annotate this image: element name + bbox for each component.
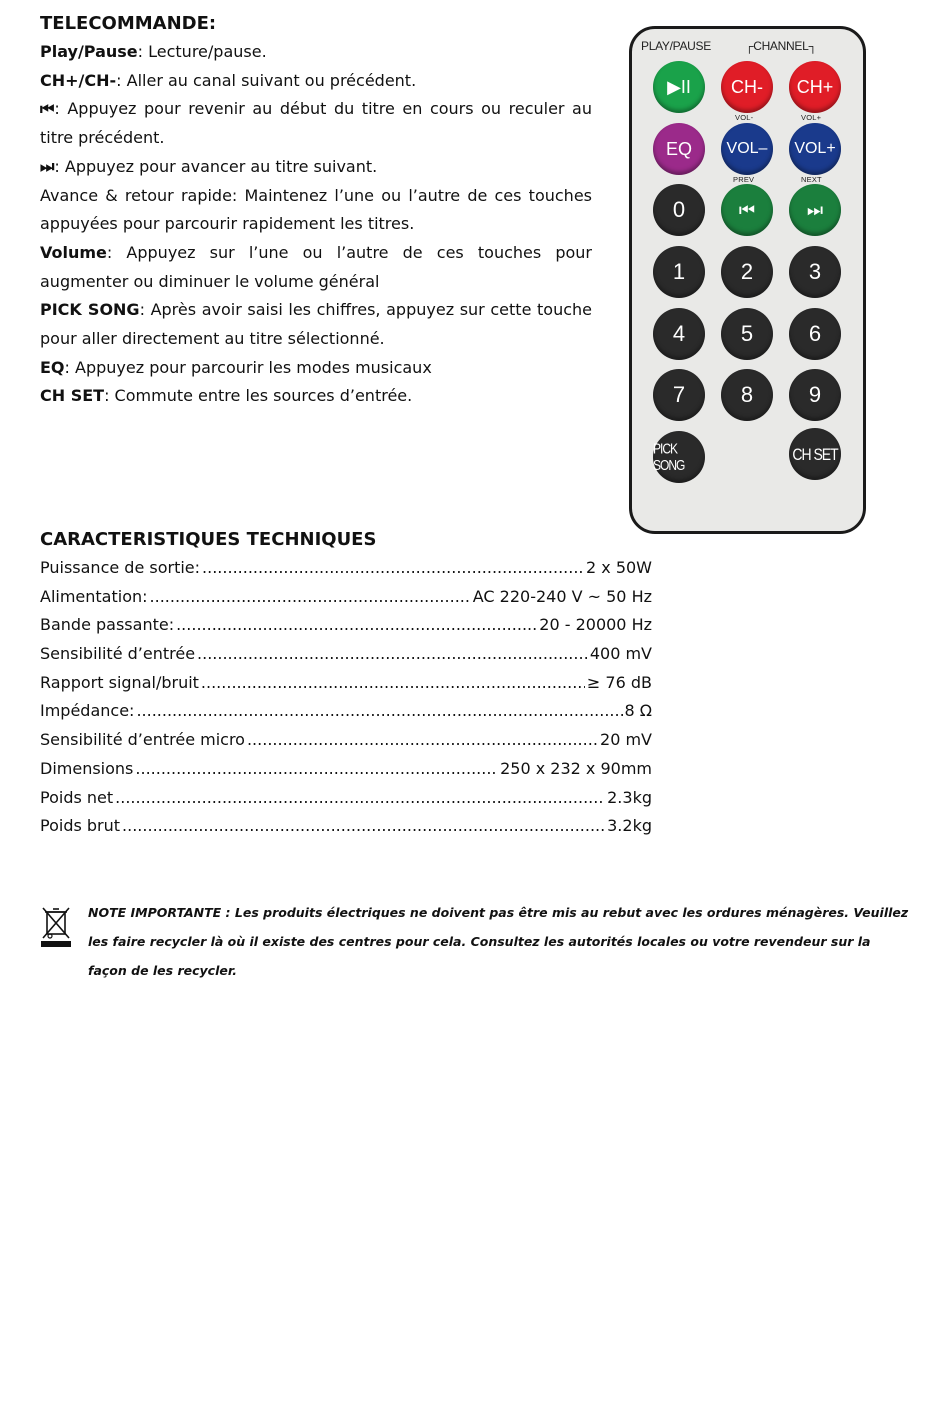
item-label: PICK SONG <box>40 300 140 320</box>
telecommande-section <box>40 10 592 411</box>
label-vol-minus: VOL- <box>735 113 754 122</box>
button-7: 7 <box>653 369 705 421</box>
vol-minus-button: VOL– <box>721 123 773 175</box>
next-button <box>789 184 841 236</box>
button-1: 1 <box>653 246 705 298</box>
prev-button <box>721 184 773 236</box>
spec-row <box>40 755 652 784</box>
spec-label: Impédance: <box>40 701 135 721</box>
spec-row <box>40 812 652 841</box>
button-8: 8 <box>721 369 773 421</box>
label-next: NEXT <box>801 175 822 184</box>
item-label: Play/Pause <box>40 42 138 61</box>
spec-value: 250 x 232 x 90mm <box>500 758 652 778</box>
spec-value: 2.3kg <box>607 787 652 807</box>
item-play-pause <box>40 38 592 67</box>
specs-list <box>40 554 652 841</box>
spec-label: Rapport signal/bruit <box>40 672 199 692</box>
dot-leader <box>136 697 622 726</box>
next-track-icon: ⏭ <box>40 156 55 176</box>
dot-leader <box>135 755 498 784</box>
button-5: 5 <box>721 308 773 360</box>
next-icon: ⏭ <box>806 199 824 220</box>
spec-value: ≥ 76 dB <box>586 672 652 692</box>
item-text: : Lecture/pause. <box>137 42 267 61</box>
spec-label: Sensibilité d’entrée micro <box>40 730 245 750</box>
spec-label: Sensibilité d’entrée <box>40 644 196 664</box>
dot-leader <box>201 669 585 698</box>
remote-control-illustration <box>629 26 866 534</box>
pick-song-button: PICK SONG <box>653 431 705 483</box>
spec-label: Dimensions <box>40 758 134 778</box>
spec-row <box>40 583 652 612</box>
item-text: : Appuyez pour revenir au début du titre en cours ou reculer au titre précédent. <box>40 99 592 148</box>
prev-track-icon: ⏮ <box>40 99 55 119</box>
spec-value: 2 x 50W <box>586 558 652 577</box>
label-channel: ┌CHANNEL┐ <box>745 39 817 53</box>
button-6: 6 <box>789 308 841 360</box>
button-9: 9 <box>789 369 841 421</box>
item-label: CH+/CH- <box>40 70 117 90</box>
dot-leader <box>197 640 588 669</box>
label-vol-plus: VOL+ <box>801 113 822 122</box>
spec-label: Poids net <box>40 787 114 807</box>
spec-row <box>40 697 652 726</box>
spec-value: 8 Ω <box>624 701 652 721</box>
spec-label: Puissance de sortie: <box>40 558 201 577</box>
button-0: 0 <box>653 184 705 236</box>
spec-label: Alimentation: <box>40 586 148 606</box>
recycling-note <box>40 898 910 985</box>
spec-row <box>40 554 652 583</box>
item-text: : Appuyez pour parcourir les modes musicaux <box>64 357 432 377</box>
item-text: : Après avoir saisi les chiffres, appuyez sur cette touche pour aller directement au titre sélectionné. <box>40 300 593 349</box>
spec-value: 400 mV <box>589 644 652 664</box>
item-text: : Appuyez sur l’une ou l’autre de ces touches pour augmenter ou diminuer le volume général <box>40 242 592 291</box>
specifications-section <box>40 526 652 841</box>
vol-plus-button: VOL+ <box>789 123 841 175</box>
spec-row <box>40 669 652 698</box>
dot-leader <box>115 784 605 813</box>
telecommande-title: TELECOMMANDE: <box>40 13 217 34</box>
item-label: Volume <box>40 242 107 262</box>
item-ch-set <box>40 382 592 411</box>
ch-plus-button: CH+ <box>789 61 841 113</box>
item-channel <box>40 67 592 96</box>
prev-icon: ⏮ <box>738 199 756 220</box>
button-2: 2 <box>721 246 773 298</box>
item-next <box>40 153 592 182</box>
spec-label: Poids brut <box>40 816 121 836</box>
specs-title: CARACTERISTIQUES TECHNIQUES <box>40 529 377 550</box>
label-prev: PREV <box>733 175 755 184</box>
ch-minus-button: CH- <box>721 61 773 113</box>
eq-button: EQ <box>653 123 705 175</box>
item-eq <box>40 354 592 383</box>
spec-row <box>40 611 652 640</box>
note-text: NOTE IMPORTANTE : Les produits électriques ne doivent pas être mis au rebut avec les ordures ménagères. Veuillez les faire recycler là où il existe des centres pour cela. Consultez les autorités locales ou votre revendeur sur la façon de les recycler. <box>88 905 909 978</box>
item-text: : Aller au canal suivant ou précédent. <box>116 70 417 90</box>
button-4: 4 <box>653 308 705 360</box>
weee-crossed-bin-icon <box>40 904 72 948</box>
item-text: : Appuyez pour avancer au titre suivant. <box>54 156 378 176</box>
item-text: : Commute entre les sources d’entrée. <box>104 386 413 406</box>
spec-value: 20 - 20000 Hz <box>539 615 652 635</box>
item-label: CH SET <box>40 386 105 406</box>
item-pick-song <box>40 296 592 353</box>
ch-set-button: CH SET <box>789 428 841 480</box>
dot-leader <box>247 726 598 755</box>
dot-leader <box>150 583 471 612</box>
spec-row <box>40 726 652 755</box>
spec-value: 3.2kg <box>607 816 652 836</box>
spec-value: AC 220-240 V ~ 50 Hz <box>472 586 652 606</box>
spec-row <box>40 784 652 813</box>
item-label: EQ <box>40 357 65 377</box>
dot-leader <box>176 611 537 640</box>
item-text: Avance & retour rapide: Maintenez l’une ou l’autre de ces touches appuyées pour parcourir rapidement les titres. <box>40 185 592 234</box>
play-pause-button: ▶II <box>653 61 705 113</box>
item-prev <box>40 95 592 152</box>
dot-leader <box>202 554 584 583</box>
label-play-pause: PLAY/PAUSE <box>641 39 711 53</box>
spec-label: Bande passante: <box>40 615 175 635</box>
item-volume <box>40 239 592 296</box>
item-fast-forward <box>40 182 592 239</box>
button-3: 3 <box>789 246 841 298</box>
spec-value: 20 mV <box>600 730 652 750</box>
dot-leader <box>122 812 605 841</box>
spec-row <box>40 640 652 669</box>
